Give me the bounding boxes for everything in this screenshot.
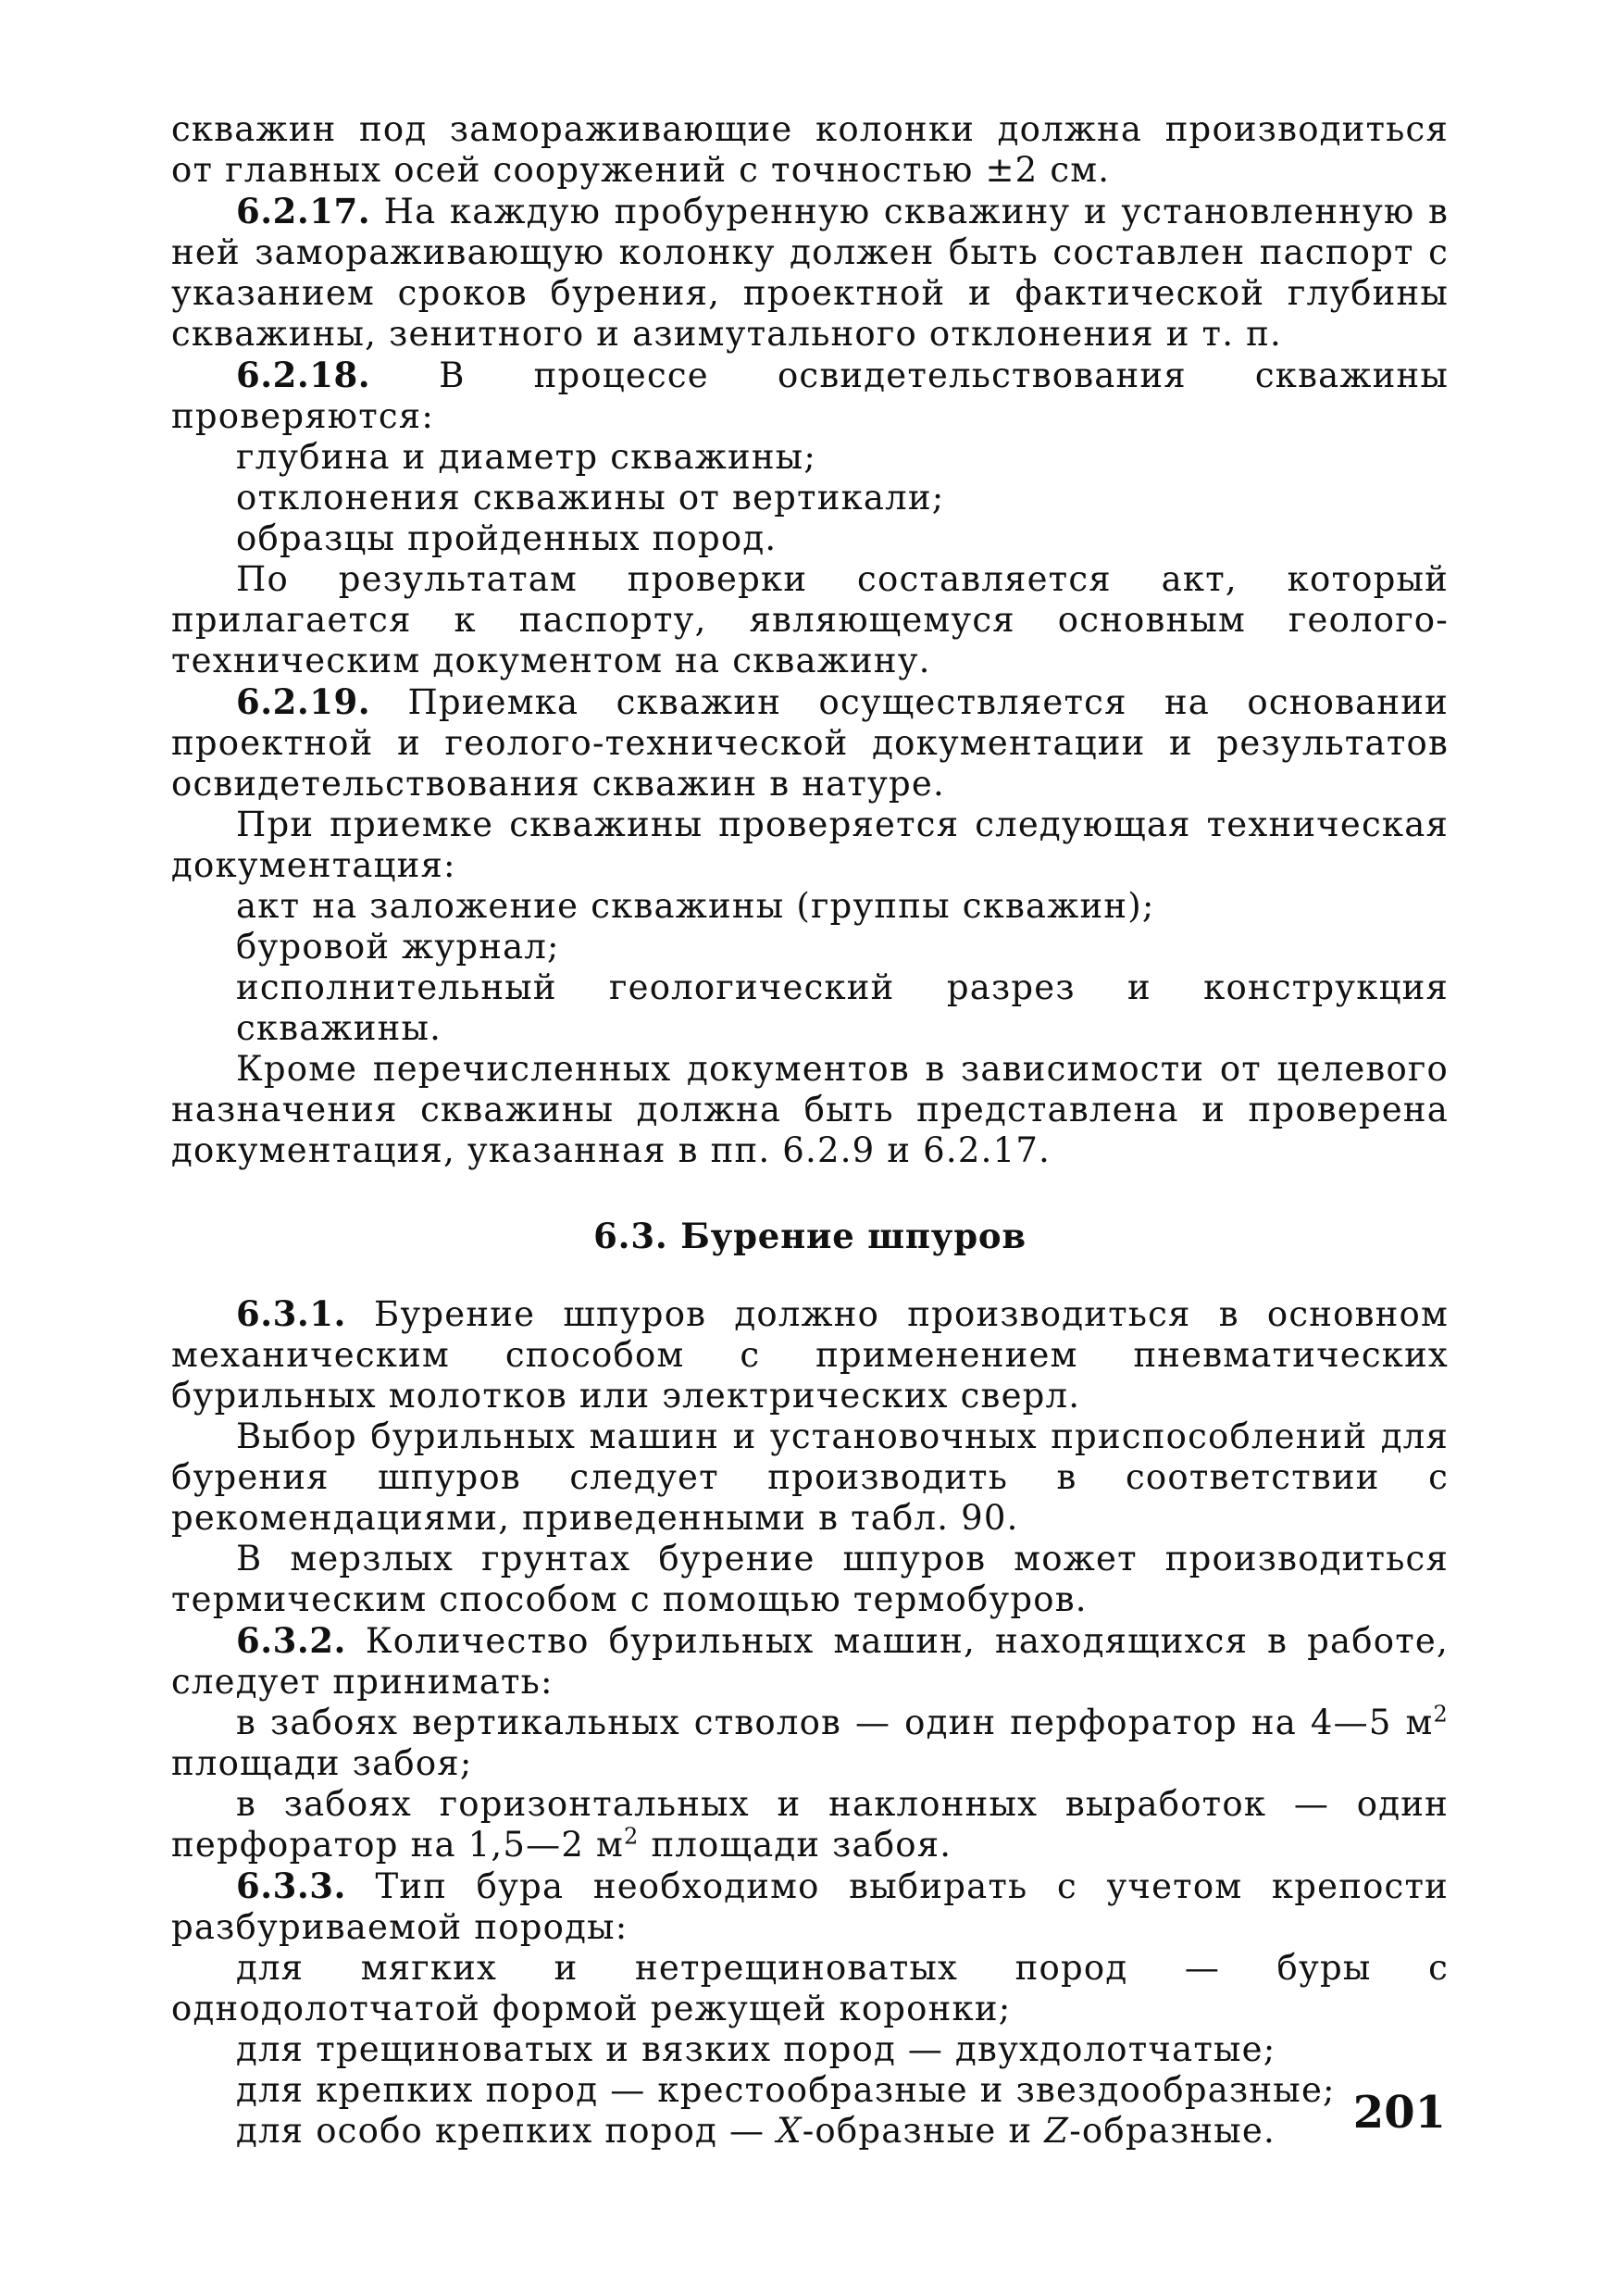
paragraph-very-hard-rock bbox=[171, 2111, 1449, 2152]
paragraph-other-docs: Кроме перечисленных документов в зависимости от целевого назначения скважины должна быть представлена и проверена документация, указанная в пп. 6.2.9 и 6.2.17. bbox=[171, 1049, 1449, 1170]
text-fragment: площади забоя. bbox=[639, 1825, 952, 1865]
paragraph-soft-rock: для мягких и нетрещиноватых пород — буры с однодолотчатой формой режущей коронки; bbox=[171, 1948, 1449, 2028]
list-item: акт на заложение скважины (группы скважин); bbox=[236, 886, 1155, 926]
paragraph-6-2-17 bbox=[171, 191, 1449, 355]
paragraph-frozen-ground: В мерзлых грунтах бурение шпуров может производиться термическим способом с помощью термобуров. bbox=[171, 1539, 1449, 1619]
paragraph-hard-rock: для крепких пород — крестообразные и звездообразные; bbox=[236, 2070, 1336, 2110]
paragraph-6-3-2 bbox=[171, 1620, 1449, 1703]
paragraph-act: По результатам проверки составляется акт, который прилагается к паспорту, являющемуся основным геолого-техническим документом на скважину. bbox=[171, 559, 1449, 680]
list-item: буровой журнал; bbox=[236, 927, 560, 967]
paragraph-6-3-3 bbox=[171, 1866, 1449, 1948]
italic-letter: Z bbox=[1044, 2111, 1070, 2151]
clause-text: Тип бура необходимо выбирать с учетом крепости разбуриваемой породы: bbox=[171, 1866, 1449, 1947]
document-page bbox=[171, 109, 1449, 2152]
paragraph-6-2-18 bbox=[171, 355, 1449, 437]
paragraph-continuation: скважин под замораживающие колонки должна производиться от главных осей сооружений с точностью ±2 см. bbox=[171, 109, 1449, 190]
paragraph-fractured-rock: для трещиноватых и вязких пород — двухдолотчатые; bbox=[236, 2029, 1276, 2069]
clause-number: 6.3.1. bbox=[236, 1293, 346, 1334]
text-fragment: в забоях вертикальных стволов — один перфоратор на 4—5 м bbox=[236, 1703, 1434, 1742]
section-heading: 6.3. Бурение шпуров bbox=[593, 1216, 1027, 1256]
clause-text: На каждую пробуренную скважину и установленную в ней замораживающую колонку должен быть составлен паспорт с указанием сроков бурения, проектной и фактической глубины скважины, зенитного и азимутального отклонения и т. п. bbox=[171, 192, 1449, 354]
paragraph-6-3-1 bbox=[171, 1293, 1449, 1416]
list-item: исполнительный геологический разрез и конструкция скважины. bbox=[236, 967, 1449, 1048]
italic-letter: X bbox=[777, 2111, 803, 2151]
superscript: 2 bbox=[624, 1823, 640, 1850]
clause-number: 6.3.2. bbox=[236, 1620, 346, 1661]
paragraph-horizontal-workings bbox=[171, 1784, 1449, 1866]
superscript: 2 bbox=[1433, 1701, 1449, 1728]
text-fragment: -образные. bbox=[1069, 2111, 1276, 2151]
clause-text: Количество бурильных машин, находящихся в работе, следует принимать: bbox=[171, 1621, 1449, 1702]
paragraph-6-2-19 bbox=[171, 681, 1449, 805]
clause-number: 6.2.19. bbox=[236, 681, 371, 722]
paragraph-machine-choice: Выбор бурильных машин и установочных приспособлений для бурения шпуров следует производить в соответствии с рекомендациями, приведенными в табл. 90. bbox=[171, 1416, 1449, 1538]
text-fragment: в забоях горизонтальных и наклонных выработок — один перфоратор на 1,5—2 м bbox=[171, 1784, 1449, 1865]
list-item: отклонения скважины от вертикали; bbox=[236, 478, 945, 518]
clause-text: В процессе освидетельствования скважины проверяются: bbox=[171, 356, 1449, 436]
page-number: 201 bbox=[1352, 2087, 1446, 2139]
clause-text: Бурение шпуров должно производиться в основном механическим способом с применением пневматических бурильных молотков или электрических сверл. bbox=[171, 1294, 1449, 1416]
text-fragment: площади забоя; bbox=[171, 1743, 473, 1783]
clause-text: Приемка скважин осуществляется на основании проектной и геолого-технической документации и результатов освидетельствования скважин в натуре. bbox=[171, 682, 1449, 804]
clause-number: 6.3.3. bbox=[236, 1866, 346, 1906]
clause-number: 6.2.17. bbox=[236, 191, 371, 231]
text-fragment: для особо крепких пород — bbox=[236, 2111, 778, 2151]
paragraph-acceptance: При приемке скважины проверяется следующая техническая документация: bbox=[171, 805, 1449, 885]
list-item: образцы пройденных пород. bbox=[236, 518, 778, 558]
clause-number: 6.2.18. bbox=[236, 355, 371, 395]
list-item: глубина и диаметр скважины; bbox=[236, 437, 817, 477]
text-fragment: -образные и bbox=[802, 2111, 1045, 2151]
paragraph-vertical-shafts bbox=[171, 1703, 1449, 1784]
